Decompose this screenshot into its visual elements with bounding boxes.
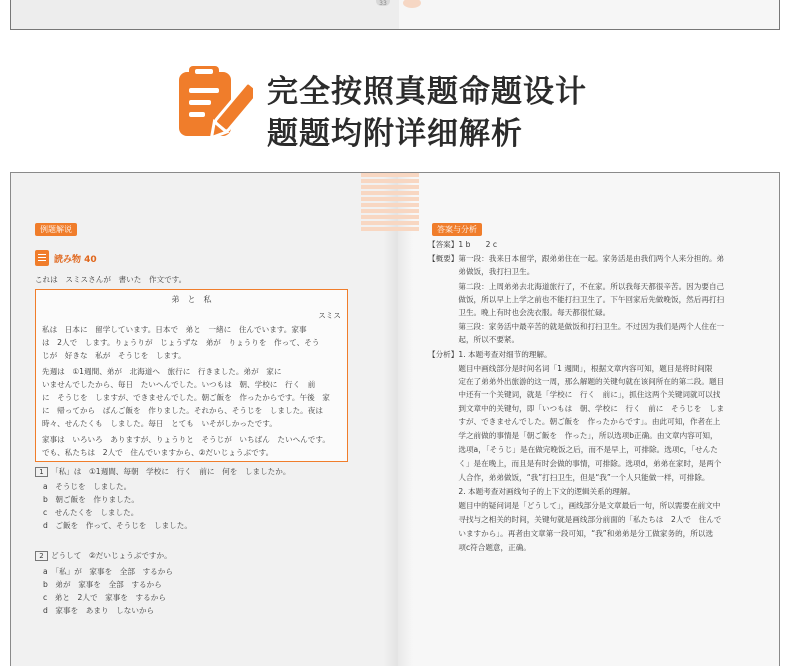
analysis-line: 【概要】第一段：我来日本留学，跟弟弟住在一起。家务活是由我们两个人来分担的。弟: [428, 254, 725, 263]
question-1-option: a そうじを しました。: [43, 482, 132, 491]
analysis-line: 2. 本题考查对画线句子的上下文的逻辑关系的理解。: [428, 487, 636, 496]
analysis-line: 【分析】1. 本题考查对细节的理解。: [428, 350, 552, 359]
passage-author: スミス: [318, 311, 341, 320]
passage-box: [35, 289, 348, 462]
analysis-line: 起，所以不要紧。: [428, 335, 520, 344]
analysis-line: 到文章中的关键句，即「いつもは 朝、学校に 行く 前に そうじを しま: [428, 404, 725, 413]
passage-line: 私は 日本に 留学しています。日本で 弟と 一緒に 住んでいます。家事: [42, 325, 307, 334]
analysis-line: 第三段：家务活中最辛苦的就是做饭和打扫卫生。不过因为我们是两个人住在一: [428, 322, 725, 331]
decorative-stripes: [361, 173, 419, 231]
analysis-line: 寻找与之相关的时间，关键句就是画线部分前面的「私たちは 2人で 住んで: [428, 515, 722, 524]
passage-line: は 2人で します。りょうりが じょうずな 弟が りょうりを 作って、そう: [42, 338, 320, 347]
reading-icon: [35, 250, 49, 266]
analysis-line: 学之前做的事情是「朝ご飯を 作った」，所以选项b正确。由文章内容可知，: [428, 431, 718, 440]
analysis-line: 中还有一个关键词，就是「学校に 行く 前に」，抓住这两个关键词就可以找: [428, 390, 721, 399]
question-2-option: b 弟が 家事を 全部 するから: [43, 580, 162, 589]
book-gutter: [383, 173, 413, 666]
analysis-line: いますから」。再者由文章第一段可知，“我”和弟弟是分工做家务的，所以选: [428, 529, 714, 538]
open-book-photo: [10, 172, 780, 666]
analysis-line: 定在了弟弟外出旅游的这一周，那么解题的关键句就在该间所在的第二段。题目: [428, 377, 725, 386]
passage-line: いませんでしたから、毎日 たいへんでした。いつもは 朝、学校に 行く 前: [42, 380, 316, 389]
feature-banner: [175, 60, 635, 160]
question-2-option: d 家事を あまり しないから: [43, 606, 155, 615]
question-1-option: c せんたくを しました。: [43, 508, 139, 517]
passage-line: に そうじを しますが、できませんでした。朝ご飯を 作ったからです。午後 家: [42, 393, 330, 402]
question-2-option: c 弟と 2人で 家事を するから: [43, 593, 166, 602]
analysis-line: 第二段：上周弟弟去北海道旅行了，不在家。所以我每天都很辛苦。因为要自己: [428, 282, 725, 291]
right-page: [398, 173, 780, 666]
analysis-line: すが、できませんでした。朝ご飯を 作ったからです」。由此可知，作者在上: [428, 417, 721, 426]
passage-line: 家事は いろいろ ありますが、りょうりと そうじが いちばん たいへんです。: [42, 435, 330, 444]
section-tag-answer: 答案与分析: [432, 223, 482, 236]
passage-line: に 帰ってから ばんご飯を 作りました。それから、そうじを しました。夜は: [42, 406, 323, 415]
previous-book-photo: [10, 0, 780, 30]
banner-title-line2: 题题均附详细解析: [267, 116, 523, 152]
analysis-line: 题目中画线部分是时间名词「1 週間」，根据文章内容可知，题目是将时间限: [428, 364, 713, 373]
passage-line: 先週は ①1週間、弟が 北海道へ 旅行に 行きました。弟が 家に: [42, 367, 282, 376]
question-1-option: d ご飯を 作って、そうじを しました。: [43, 521, 192, 530]
question-1-number: 1: [35, 467, 48, 477]
analysis-line: 项c符合题意，正确。: [428, 543, 531, 552]
question-2-number: 2: [35, 551, 48, 561]
passage-intro: これは スミスさんが 書いた 作文です。: [35, 275, 187, 284]
page-number: 33: [376, 0, 390, 6]
analysis-line: 题目中的疑问词是「どうして」，画线部分是文章最后一句，所以需要在前文中: [428, 501, 721, 510]
analysis-line: 【答案】1 b 2 c: [428, 240, 498, 249]
document-pencil-icon: [175, 64, 253, 144]
question-2-option: a 「私」が 家事を 全部 するから: [43, 567, 173, 576]
analysis-line: く」是在晚上，而且是有时会做的事情，可排除。选项d，弟弟在家时，是两个: [428, 459, 722, 468]
previous-right-page: [399, 0, 779, 29]
question-2-stem: [35, 550, 172, 561]
question-1-text: 「私」は ①1週間、毎朝 学校に 行く 前に 何を しましたか。: [51, 467, 291, 476]
analysis-line: 选项a，「そうじ」是在做完晚饭之后，而不是早上，可排除。选项c，「せんた: [428, 445, 718, 454]
passage-title: 弟 と 私: [171, 295, 212, 304]
passage-line: でも、私たちは 2人で 住んでいますから、②だいじょうぶです。: [42, 448, 274, 457]
analysis-line: 弟做饭，我打扫卫生。: [428, 267, 535, 276]
left-page: [11, 173, 398, 666]
passage-line: じが 好きな 私が そうじを します。: [42, 351, 186, 360]
banner-title-line1: 完全按照真题命题设计: [267, 74, 587, 110]
analysis-line: 人合作，弟弟做饭，“我”打扫卫生，但是“我”一个人只能做一样，可排除。: [428, 473, 710, 482]
reading-label: 読み物 40: [54, 255, 97, 265]
analysis-line: 卫生。晚上有时也会洗衣服。每天都很忙碌。: [428, 308, 611, 317]
question-2-text: どうして ②だいじょうぶですか。: [51, 551, 172, 560]
passage-line: 時々、せんたくも しました。毎日 とても いそがしかったです。: [42, 419, 277, 428]
question-1-option: b 朝ご飯を 作りました。: [43, 495, 139, 504]
question-1-stem: [35, 466, 290, 477]
section-tag-example: 例题解说: [35, 223, 77, 236]
analysis-line: 做饭，所以早上上学之前也不能打扫卫生了。下午回家后先做晚饭，然后再打扫: [428, 295, 725, 304]
